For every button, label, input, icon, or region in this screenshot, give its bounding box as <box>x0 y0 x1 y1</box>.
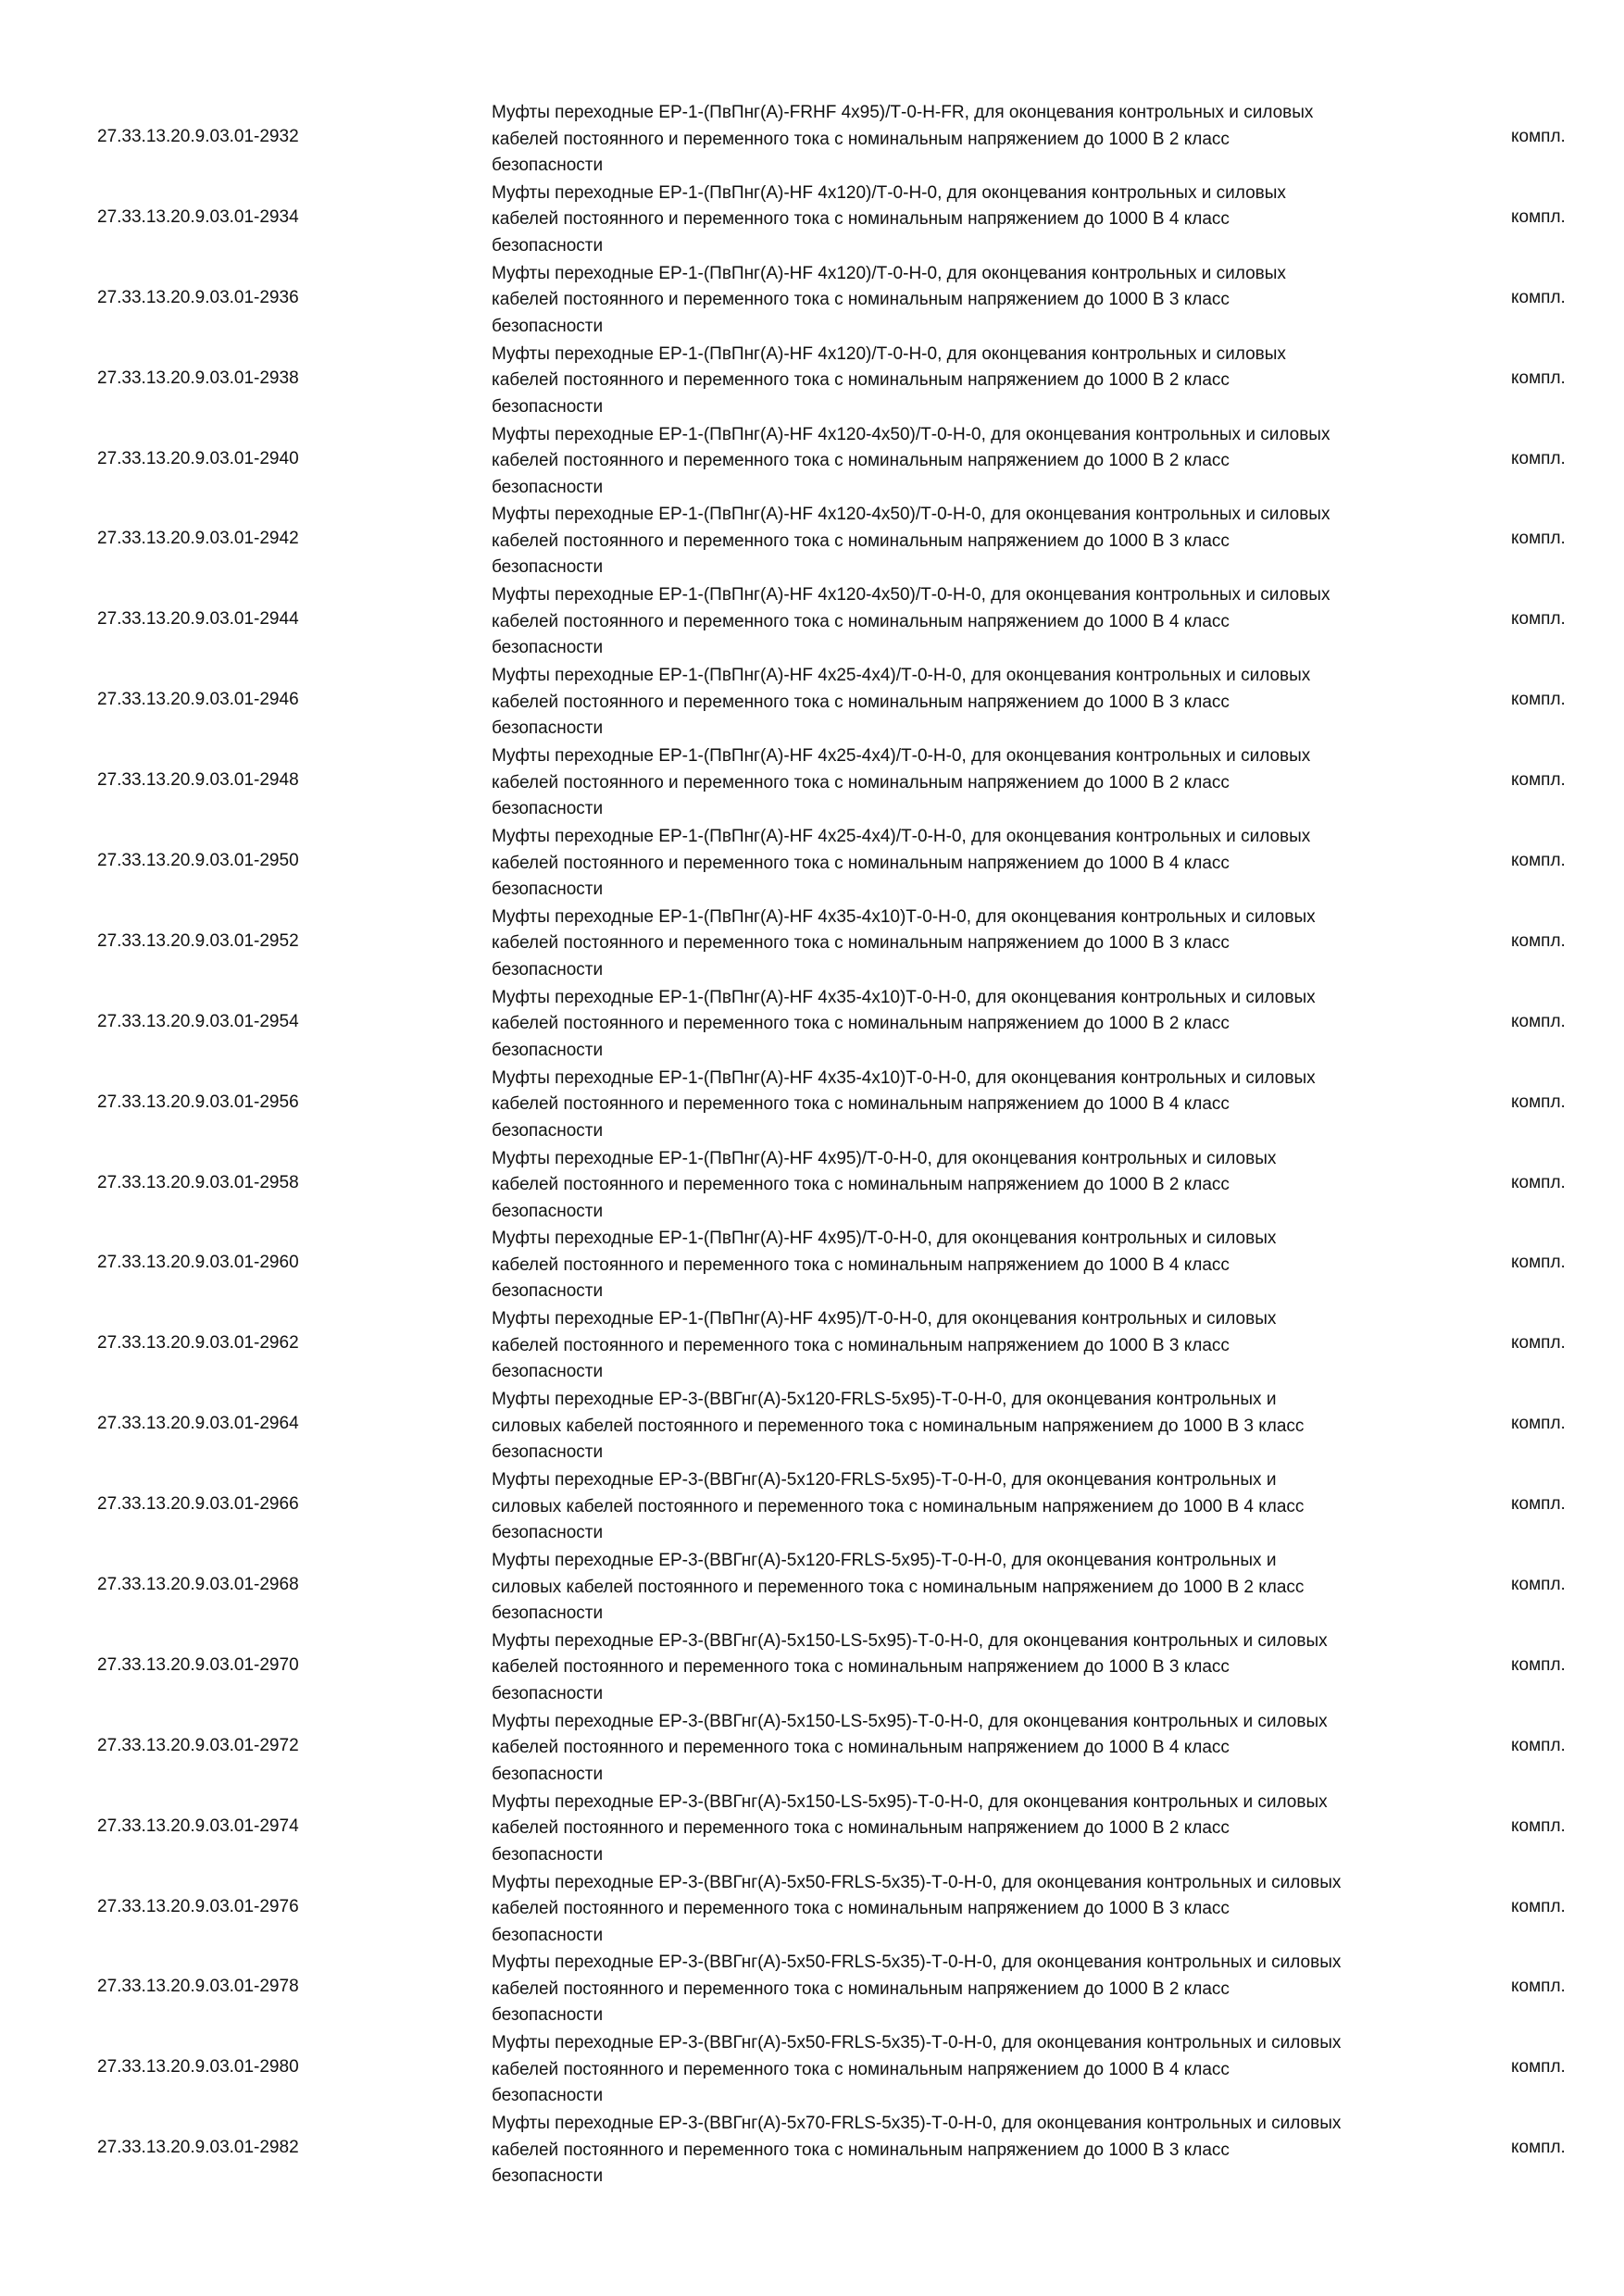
resource-code: 27.33.13.20.9.03.01-2950 <box>97 851 299 871</box>
table-row <box>0 821 1624 902</box>
unit-of-measure: компл. <box>1511 206 1566 227</box>
unit-of-measure: компл. <box>1511 1011 1566 1031</box>
resource-code: 27.33.13.20.9.03.01-2982 <box>97 2138 299 2158</box>
unit-of-measure: компл. <box>1511 287 1566 307</box>
resource-description: Муфты переходные ЕР-1-(ПвПнг(А)-HF 4х35-4х10)Т-0-Н-0, для оконцевания контрольных и силовых кабелей постоянного и переменного тока с номинальным напряжением до 1000 В 2 класс безопасности <box>492 987 1316 1060</box>
resource-code: 27.33.13.20.9.03.01-2940 <box>97 448 299 468</box>
unit-of-measure: компл. <box>1511 1816 1566 1836</box>
resource-code: 27.33.13.20.9.03.01-2966 <box>97 1494 299 1515</box>
table-row <box>0 982 1624 1063</box>
unit-of-measure: компл. <box>1511 1494 1566 1515</box>
unit-of-measure: компл. <box>1511 127 1566 146</box>
resource-code: 27.33.13.20.9.03.01-2934 <box>97 206 299 227</box>
resource-code: 27.33.13.20.9.03.01-2976 <box>97 1896 299 1916</box>
table-row <box>0 1867 1624 1948</box>
resource-description: Муфты переходные ЕР-3-(ВВГнг(А)-5х120-FRLS-5х95)-Т-0-Н-0, для оконцевания контрольных и силовых кабелей постоянного и переменного тока с номинальным напряжением до 1000 В 3 класс безопасности <box>492 1390 1305 1463</box>
unit-of-measure: компл. <box>1511 1414 1566 1434</box>
unit-of-measure: компл. <box>1511 1977 1566 1997</box>
resource-description: Муфты переходные ЕР-3-(ВВГнг(А)-5х50-FRLS-5х35)-Т-0-Н-0, для оконцевания контрольных и силовых кабелей постоянного и переменного тока с номинальным напряжением до 1000 В 4 класс безопасности <box>492 2033 1342 2106</box>
resource-code: 27.33.13.20.9.03.01-2938 <box>97 368 299 388</box>
resource-code: 27.33.13.20.9.03.01-2942 <box>97 529 299 549</box>
table-row <box>0 580 1624 660</box>
resource-description: Муфты переходные ЕР-3-(ВВГнг(А)-5х70-FRLS-5х35)-Т-0-Н-0, для оконцевания контрольных и силовых кабелей постоянного и переменного тока с номинальным напряжением до 1000 В 3 класс безопасности <box>492 2114 1342 2187</box>
unit-of-measure: компл. <box>1511 1896 1566 1916</box>
unit-of-measure: компл. <box>1511 609 1566 630</box>
resource-code: 27.33.13.20.9.03.01-2958 <box>97 1172 299 1192</box>
table-row <box>0 1143 1624 1224</box>
resource-description: Муфты переходные ЕР-1-(ПвПнг(А)-HF 4х120-4х50)/Т-0-Н-0, для оконцевания контрольных и силовых кабелей постоянного и переменного тока с номинальным напряжением до 1000 В 4 класс безопасности <box>492 585 1330 658</box>
unit-of-measure: компл. <box>1511 2138 1566 2158</box>
unit-of-measure: компл. <box>1511 529 1566 549</box>
unit-of-measure: компл. <box>1511 1654 1566 1675</box>
resource-code: 27.33.13.20.9.03.01-2964 <box>97 1414 299 1434</box>
resource-code: 27.33.13.20.9.03.01-2932 <box>97 127 299 146</box>
table-row <box>0 1626 1624 1706</box>
table-row <box>0 1223 1624 1304</box>
table-row <box>0 1947 1624 2028</box>
resource-description: Муфты переходные ЕР-1-(ПвПнг(А)-HF 4х95)/Т-0-Н-0, для оконцевания контрольных и силовых кабелей постоянного и переменного тока с номинальным напряжением до 1000 В 3 класс безопасности <box>492 1309 1277 1382</box>
unit-of-measure: компл. <box>1511 690 1566 710</box>
resource-description: Муфты переходные ЕР-1-(ПвПнг(А)-FRHF 4х95)/Т-0-Н-FR, для оконцевания контрольных и силовых кабелей постоянного и переменного тока с номинальным напряжением до 1000 В 2 класс безопасности <box>492 103 1314 175</box>
resource-code: 27.33.13.20.9.03.01-2972 <box>97 1735 299 1755</box>
unit-of-measure: компл. <box>1511 1575 1566 1595</box>
unit-of-measure: компл. <box>1511 851 1566 871</box>
table-row <box>0 660 1624 741</box>
table-row <box>0 1384 1624 1465</box>
unit-of-measure: компл. <box>1511 448 1566 468</box>
table-row <box>0 97 1624 178</box>
resource-code: 27.33.13.20.9.03.01-2960 <box>97 1253 299 1273</box>
resource-code: 27.33.13.20.9.03.01-2946 <box>97 690 299 710</box>
table-row <box>0 1063 1624 1143</box>
resource-description: Муфты переходные ЕР-1-(ПвПнг(А)-HF 4х95)/Т-0-Н-0, для оконцевания контрольных и силовых кабелей постоянного и переменного тока с номинальным напряжением до 1000 В 2 класс безопасности <box>492 1148 1277 1221</box>
resource-description: Муфты переходные ЕР-3-(ВВГнг(А)-5х150-LS-5х95)-Т-0-Н-0, для оконцевания контрольных и силовых кабелей постоянного и переменного тока с номинальным напряжением до 1000 В 4 класс безопасности <box>492 1711 1328 1784</box>
resource-description: Муфты переходные ЕР-1-(ПвПнг(А)-HF 4х120)/Т-0-Н-0, для оконцевания контрольных и силовых кабелей постоянного и переменного тока с номинальным напряжением до 1000 В 3 класс безопасности <box>492 263 1286 336</box>
resource-code: 27.33.13.20.9.03.01-2978 <box>97 1977 299 1997</box>
resource-description: Муфты переходные ЕР-1-(ПвПнг(А)-HF 4х120-4х50)/Т-0-Н-0, для оконцевания контрольных и силовых кабелей постоянного и переменного тока с номинальным напряжением до 1000 В 2 класс безопасности <box>492 424 1330 497</box>
resource-code: 27.33.13.20.9.03.01-2956 <box>97 1092 299 1112</box>
resource-code: 27.33.13.20.9.03.01-2968 <box>97 1575 299 1595</box>
resource-code: 27.33.13.20.9.03.01-2954 <box>97 1011 299 1031</box>
resource-code: 27.33.13.20.9.03.01-2980 <box>97 2057 299 2078</box>
resource-description: Муфты переходные ЕР-1-(ПвПнг(А)-HF 4х120-4х50)/Т-0-Н-0, для оконцевания контрольных и силовых кабелей постоянного и переменного тока с номинальным напряжением до 1000 В 3 класс безопасности <box>492 505 1330 578</box>
resource-description: Муфты переходные ЕР-3-(ВВГнг(А)-5х50-FRLS-5х35)-Т-0-Н-0, для оконцевания контрольных и силовых кабелей постоянного и переменного тока с номинальным напряжением до 1000 В 2 класс безопасности <box>492 1953 1342 2026</box>
resource-description: Муфты переходные ЕР-3-(ВВГнг(А)-5х150-LS-5х95)-Т-0-Н-0, для оконцевания контрольных и силовых кабелей постоянного и переменного тока с номинальным напряжением до 1000 В 3 класс безопасности <box>492 1630 1328 1703</box>
resource-code: 27.33.13.20.9.03.01-2970 <box>97 1654 299 1675</box>
unit-of-measure: компл. <box>1511 1735 1566 1755</box>
table-row <box>0 178 1624 258</box>
table-row <box>0 1787 1624 1867</box>
table-row <box>0 1545 1624 1626</box>
table-row <box>0 1706 1624 1787</box>
table-row <box>0 2028 1624 2108</box>
resource-code: 27.33.13.20.9.03.01-2962 <box>97 1333 299 1354</box>
unit-of-measure: компл. <box>1511 930 1566 951</box>
resource-description: Муфты переходные ЕР-1-(ПвПнг(А)-HF 4х95)/Т-0-Н-0, для оконцевания контрольных и силовых кабелей постоянного и переменного тока с номинальным напряжением до 1000 В 4 класс безопасности <box>492 1229 1277 1302</box>
table-row <box>0 419 1624 500</box>
resource-description: Муфты переходные ЕР-3-(ВВГнг(А)-5х120-FRLS-5х95)-Т-0-Н-0, для оконцевания контрольных и силовых кабелей постоянного и переменного тока с номинальным напряжением до 1000 В 4 класс безопасности <box>492 1470 1305 1543</box>
catalog-table <box>0 97 1624 2189</box>
unit-of-measure: компл. <box>1511 368 1566 388</box>
table-row <box>0 2108 1624 2189</box>
table-row <box>0 902 1624 982</box>
unit-of-measure: компл. <box>1511 770 1566 791</box>
resource-description: Муфты переходные ЕР-3-(ВВГнг(А)-5х50-FRLS-5х35)-Т-0-Н-0, для оконцевания контрольных и силовых кабелей постоянного и переменного тока с номинальным напряжением до 1000 В 3 класс безопасности <box>492 1872 1342 1945</box>
unit-of-measure: компл. <box>1511 2057 1566 2078</box>
resource-description: Муфты переходные ЕР-1-(ПвПнг(А)-HF 4х35-4х10)Т-0-Н-0, для оконцевания контрольных и силовых кабелей постоянного и переменного тока с номинальным напряжением до 1000 В 3 класс безопасности <box>492 906 1316 980</box>
resource-description: Муфты переходные ЕР-1-(ПвПнг(А)-HF 4х25-4х4)/Т-0-Н-0, для оконцевания контрольных и силовых кабелей постоянного и переменного тока с номинальным напряжением до 1000 В 3 класс безопасности <box>492 666 1311 739</box>
resource-code: 27.33.13.20.9.03.01-2944 <box>97 609 299 630</box>
resource-description: Муфты переходные ЕР-3-(ВВГнг(А)-5х120-FRLS-5х95)-Т-0-Н-0, для оконцевания контрольных и силовых кабелей постоянного и переменного тока с номинальным напряжением до 1000 В 2 класс безопасности <box>492 1551 1305 1624</box>
table-row <box>0 1465 1624 1545</box>
resource-description: Муфты переходные ЕР-1-(ПвПнг(А)-HF 4х120)/Т-0-Н-0, для оконцевания контрольных и силовых кабелей постоянного и переменного тока с номинальным напряжением до 1000 В 2 класс безопасности <box>492 343 1286 417</box>
resource-description: Муфты переходные ЕР-1-(ПвПнг(А)-HF 4х35-4х10)Т-0-Н-0, для оконцевания контрольных и силовых кабелей постоянного и переменного тока с номинальным напряжением до 1000 В 4 класс безопасности <box>492 1067 1316 1141</box>
table-row <box>0 339 1624 419</box>
resource-description: Муфты переходные ЕР-1-(ПвПнг(А)-HF 4х25-4х4)/Т-0-Н-0, для оконцевания контрольных и силовых кабелей постоянного и переменного тока с номинальным напряжением до 1000 В 2 класс безопасности <box>492 746 1311 819</box>
resource-code: 27.33.13.20.9.03.01-2936 <box>97 287 299 307</box>
table-row <box>0 1304 1624 1384</box>
resource-description: Муфты переходные ЕР-1-(ПвПнг(А)-HF 4х25-4х4)/Т-0-Н-0, для оконцевания контрольных и силовых кабелей постоянного и переменного тока с номинальным напряжением до 1000 В 4 класс безопасности <box>492 827 1311 900</box>
resource-description: Муфты переходные ЕР-1-(ПвПнг(А)-HF 4х120)/Т-0-Н-0, для оконцевания контрольных и силовых кабелей постоянного и переменного тока с номинальным напряжением до 1000 В 4 класс безопасности <box>492 182 1286 256</box>
unit-of-measure: компл. <box>1511 1092 1566 1112</box>
table-row <box>0 499 1624 580</box>
unit-of-measure: компл. <box>1511 1253 1566 1273</box>
unit-of-measure: компл. <box>1511 1333 1566 1354</box>
table-row <box>0 741 1624 821</box>
table-row <box>0 258 1624 339</box>
resource-code: 27.33.13.20.9.03.01-2952 <box>97 930 299 951</box>
unit-of-measure: компл. <box>1511 1172 1566 1192</box>
resource-description: Муфты переходные ЕР-3-(ВВГнг(А)-5х150-LS-5х95)-Т-0-Н-0, для оконцевания контрольных и силовых кабелей постоянного и переменного тока с номинальным напряжением до 1000 В 2 класс безопасности <box>492 1791 1328 1865</box>
resource-code: 27.33.13.20.9.03.01-2948 <box>97 770 299 791</box>
resource-code: 27.33.13.20.9.03.01-2974 <box>97 1816 299 1836</box>
